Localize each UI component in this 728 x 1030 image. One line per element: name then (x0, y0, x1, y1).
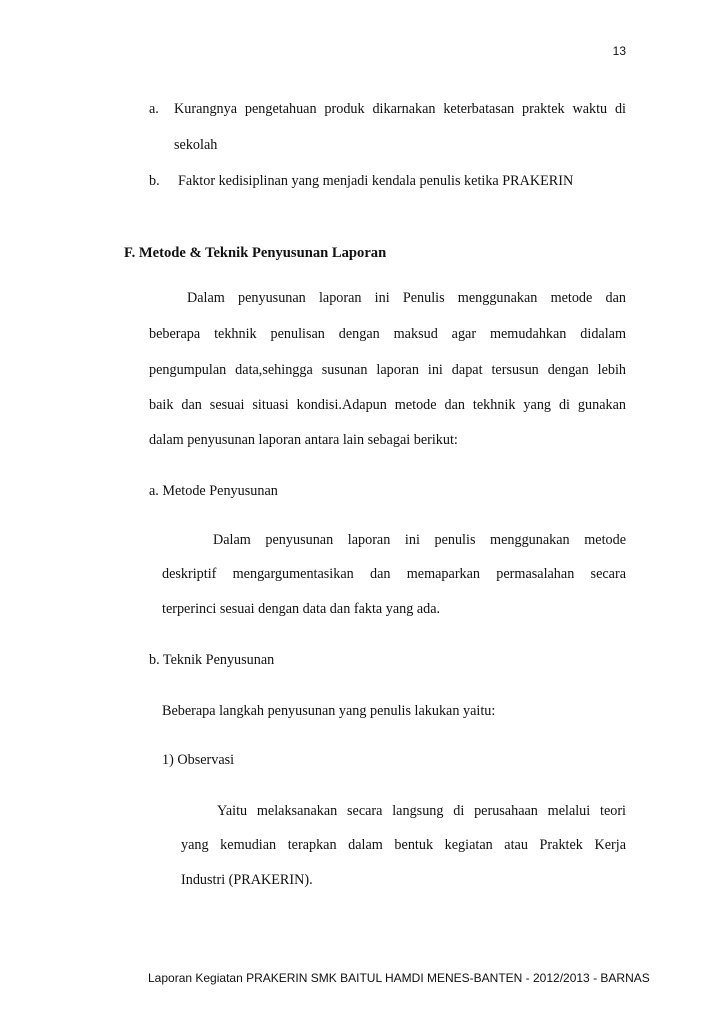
page-number: 13 (612, 44, 626, 58)
observasi-line-3: Industri (PRAKERIN). (181, 872, 313, 888)
metode-line-1: Dalam penyusunan laporan ini penulis menggunakan metode (213, 532, 626, 548)
subsection-title-teknik: b. Teknik Penyusunan (149, 652, 275, 668)
page-footer: Laporan Kegiatan PRAKERIN SMK BAITUL HAMDI MENES-BANTEN - 2012/2013 - BARNAS (148, 971, 650, 985)
list-marker-a: a. (149, 101, 159, 117)
list-marker-b: b. (149, 173, 160, 189)
intro-line-1: Dalam penyusunan laporan ini Penulis menggunakan metode dan (187, 290, 626, 306)
observasi-line-1: Yaitu melaksanakan secara langsung di perusahaan melalui teori (217, 803, 626, 819)
list-item-b: Faktor kedisiplinan yang menjadi kendala penulis ketika PRAKERIN (178, 173, 574, 189)
list-item-a-line1: Kurangnya pengetahuan produk dikarnakan keterbatasan praktek waktu di (174, 101, 626, 117)
intro-line-4: baik dan sesuai situasi kondisi.Adapun metode dan tekhnik yang di gunakan (149, 397, 626, 413)
intro-line-2: beberapa tekhnik penulisan dengan maksud agar memudahkan didalam (149, 326, 626, 342)
metode-line-3: terperinci sesuai dengan data dan fakta yang ada. (162, 601, 441, 617)
list-item-a-line2: sekolah (174, 137, 218, 153)
section-heading-f: F. Metode & Teknik Penyusunan Laporan (124, 245, 387, 261)
teknik-intro: Beberapa langkah penyusunan yang penulis lakukan yaitu: (162, 703, 496, 719)
observasi-title: 1) Observasi (162, 752, 235, 768)
metode-line-2: deskriptif mengargumentasikan dan memaparkan permasalahan secara (162, 566, 626, 582)
subsection-title-metode: a. Metode Penyusunan (149, 483, 278, 499)
observasi-line-2: yang kemudian terapkan dalam bentuk kegiatan atau Praktek Kerja (181, 837, 626, 853)
intro-line-3: pengumpulan data,sehingga susunan laporan ini dapat tersusun dengan lebih (149, 362, 626, 378)
intro-line-5: dalam penyusunan laporan antara lain sebagai berikut: (149, 432, 458, 448)
